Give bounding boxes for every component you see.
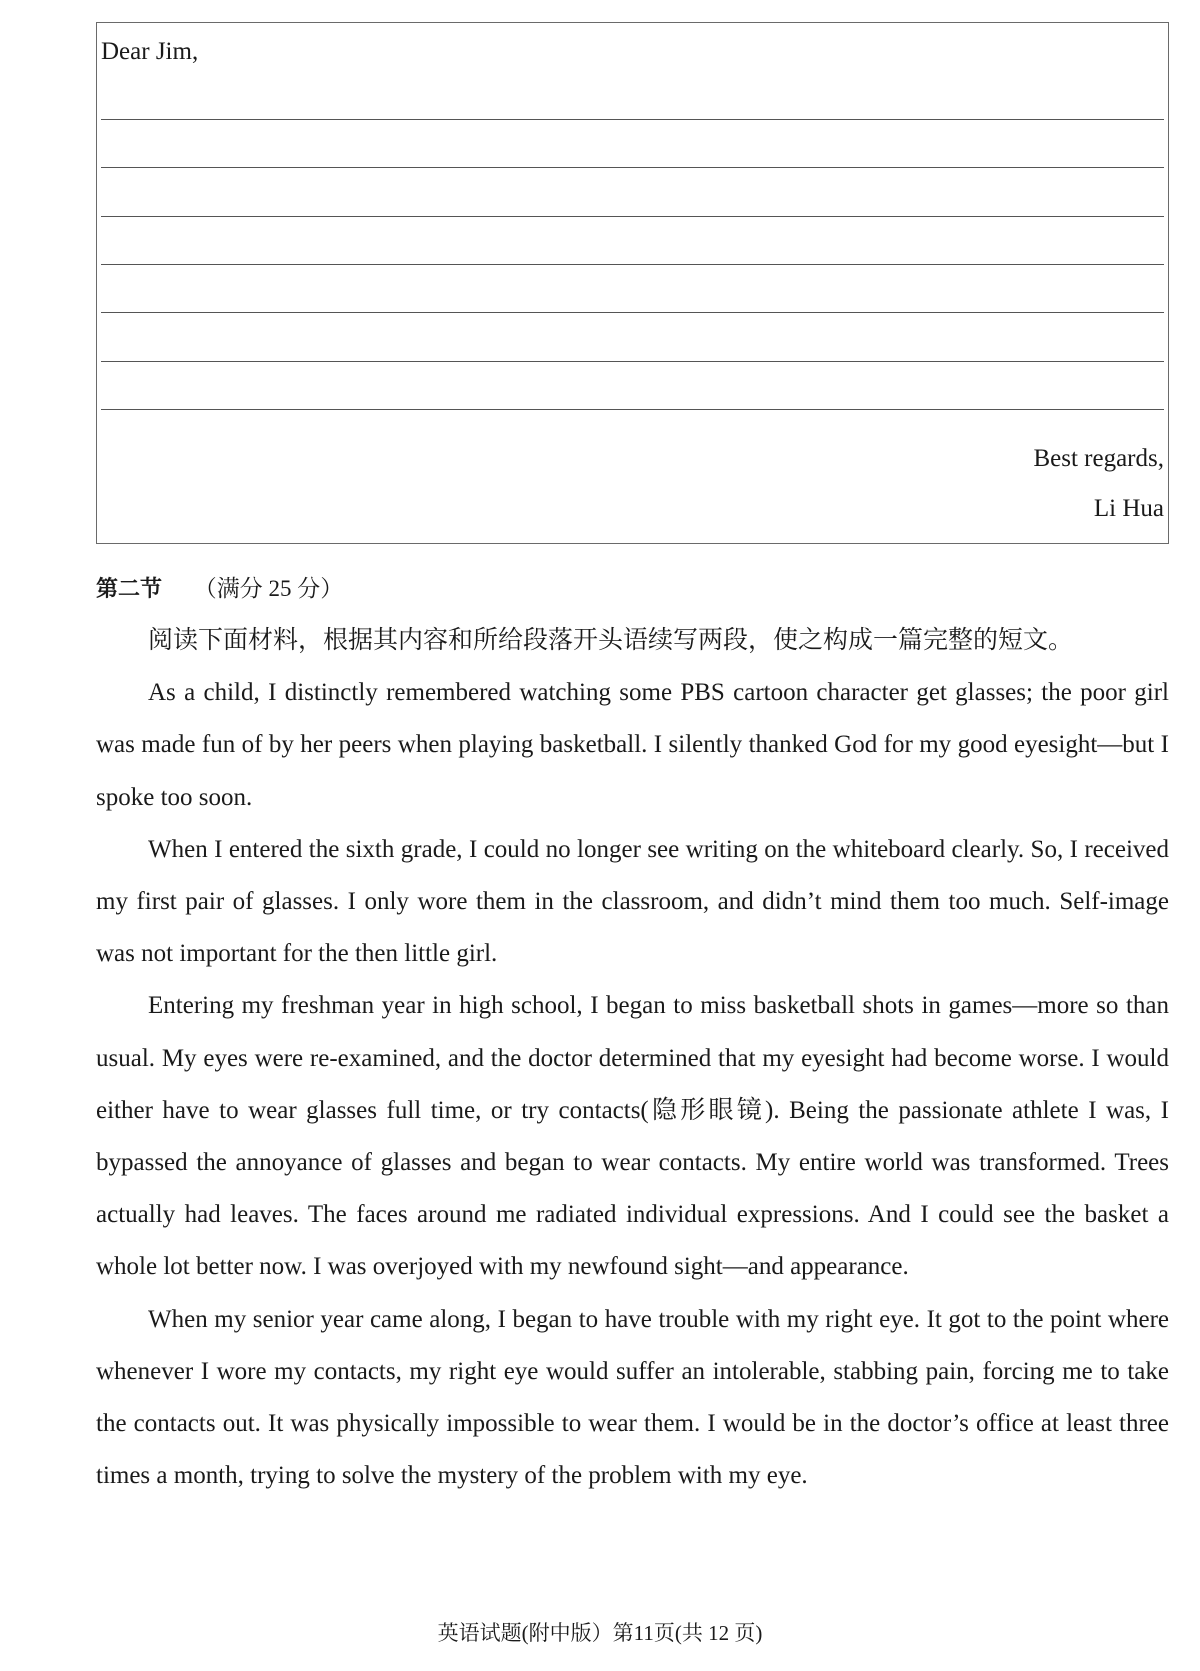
passage-paragraph: When my senior year came along, I began to have trouble with my right eye. It got to the point where whenever I wore my contacts, my right eye would suffer an intolerable, stabbing pain, forcing me to take the contacts out. It was physically impossible to wear them. I would be in the doctor’s office at least three times a month, trying to solve the mystery of the problem with my eye. (96, 1305, 1169, 1490)
passage-paragraph: As a child, I distinctly remembered watching some PBS cartoon character get glasses; the poor girl was made fun of by her peers when playing basketball. I silently thanked God for my good eyesight—but I spoke too soon. (96, 679, 1169, 811)
letter-salutation: Dear Jim, (101, 38, 199, 65)
passage-paragraph: When I entered the sixth grade, I could no longer see writing on the whiteboard clearly. So, I received my first pair of glasses. I only wore them in the classroom, and didn’t mind them too much. Self-image was not important for the then little girl. (96, 835, 1169, 968)
writing-line[interactable] (101, 167, 1164, 168)
writing-line[interactable] (101, 312, 1164, 313)
letter-signature: Li Hua (1093, 495, 1164, 522)
page-footer: 英语试题(附中版）第11页(共 12 页) (437, 1621, 763, 1645)
section-title: 第二节 (96, 577, 163, 602)
passage-paragraph: Entering my freshman year in high school, I began to miss basketball shots in games—more so than usual. My eyes were re-examined, and the doctor determined that my eyesight had become worse. I would either have to wear glasses full time, or try contacts(隐形眼镜). Being the passionate athlete I was, I bypassed the annoyance of glasses and began to wear contacts. My entire world was transformed. Trees actually had leaves. The faces around me radiated individual expressions. And I could see the basket a whole lot better now. I was overjoyed with my newfound sight—and appearance. (96, 992, 1169, 1281)
section-score: （满分 25 分） (193, 576, 344, 601)
letter-closing: Best regards, (1033, 445, 1164, 472)
section-heading (96, 574, 343, 605)
instruction-text: 阅读下面材料，根据其内容和所给段落开头语续写两段，使之构成一篇完整的短文。 (148, 627, 1074, 654)
reading-passage (96, 615, 1169, 1502)
writing-line[interactable] (101, 264, 1164, 265)
writing-line[interactable] (101, 361, 1164, 362)
letter-writing-box (96, 22, 1169, 544)
writing-line[interactable] (101, 409, 1164, 410)
writing-line[interactable] (101, 119, 1164, 120)
writing-line[interactable] (101, 216, 1164, 217)
